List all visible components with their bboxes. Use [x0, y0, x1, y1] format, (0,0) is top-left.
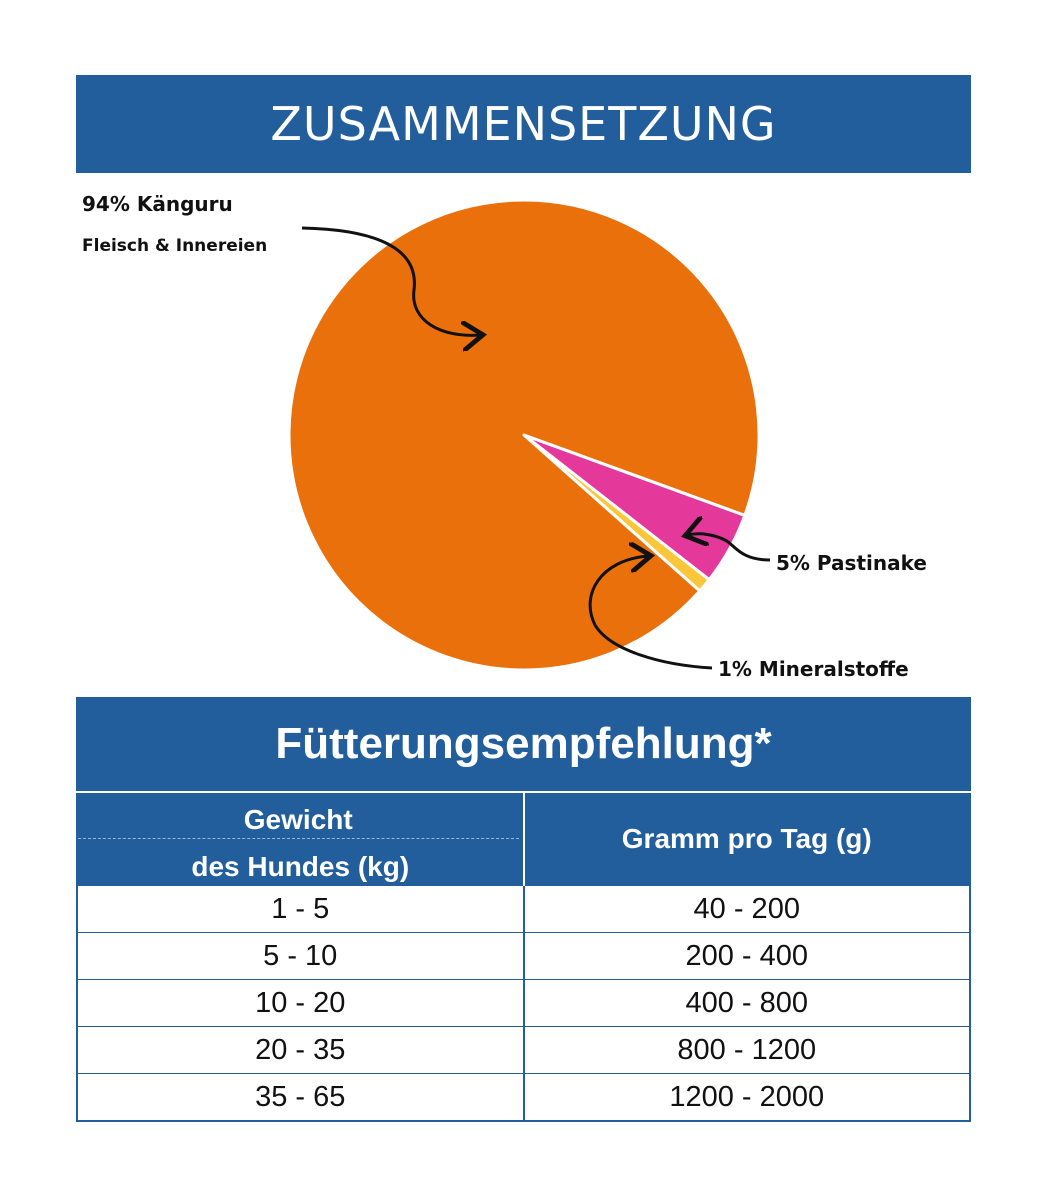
table-row: [77, 1074, 970, 1122]
cell-weight: 20 - 35: [77, 1027, 524, 1074]
cell-grams: 400 - 800: [524, 980, 971, 1027]
feeding-table-section: [76, 697, 971, 1122]
label-mineralstoffe: 1% Mineralstoffe: [718, 657, 909, 681]
label-kanguru-sub: Fleisch & Innereien: [82, 236, 268, 256]
header-weight-line2: des Hundes (kg): [191, 850, 410, 882]
header-weight: [77, 792, 524, 886]
table-row: [77, 886, 970, 933]
table-row: [77, 980, 970, 1027]
cell-grams: 800 - 1200: [524, 1027, 971, 1074]
table-row: [77, 933, 970, 980]
feeding-title-text: Fütterungsempfehlung*: [275, 719, 772, 768]
cell-grams: 1200 - 2000: [524, 1074, 971, 1122]
header-weight-line1: Gewicht: [78, 794, 519, 839]
table-header-row: [77, 792, 970, 886]
feeding-title: [76, 697, 971, 791]
cell-weight: 10 - 20: [77, 980, 524, 1027]
cell-grams: 200 - 400: [524, 933, 971, 980]
label-pastinake: 5% Pastinake: [776, 551, 927, 575]
table-row: [77, 1027, 970, 1074]
cell-weight: 1 - 5: [77, 886, 524, 933]
label-kanguru: 94% Känguru: [82, 192, 233, 216]
cell-grams: 40 - 200: [524, 886, 971, 933]
cell-weight: 35 - 65: [77, 1074, 524, 1122]
header-grams: Gramm pro Tag (g): [524, 792, 971, 886]
composition-banner: [76, 75, 971, 173]
feeding-table: [76, 791, 971, 1122]
cell-weight: 5 - 10: [77, 933, 524, 980]
slice-kanguru: [289, 200, 759, 670]
banner-title: ZUSAMMENSETZUNG: [270, 97, 777, 151]
